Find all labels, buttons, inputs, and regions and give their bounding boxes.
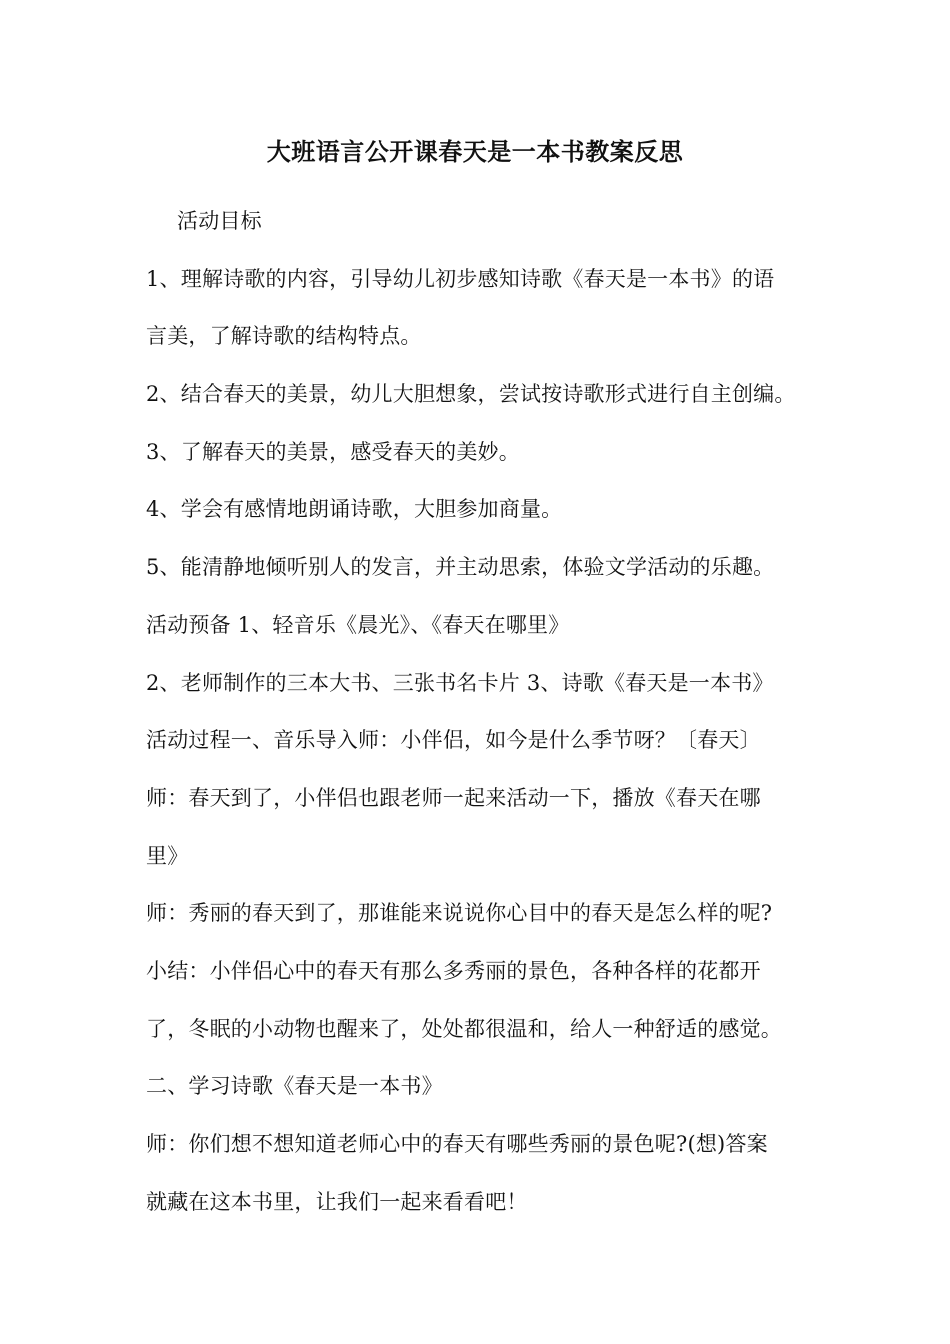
document-title: 大班语言公开课春天是一本书教案反思 <box>266 137 684 166</box>
paragraph-line: 3、了解春天的美景，感受春天的美妙。 <box>146 439 520 464</box>
paragraph-line: 二、学习诗歌《春天是一本书》 <box>146 1074 443 1099</box>
paragraph-line: 5、能清静地倾听别人的发言，并主动思索，体验文学活动的乐趣。 <box>146 555 775 580</box>
paragraph-line: 1、理解诗歌的内容，引导幼儿初步感知诗歌《春天是一本书》的语 <box>146 266 775 291</box>
paragraph-line: 师：春天到了，小伴侣也跟老师一起来活动一下，播放《春天在哪 <box>146 785 761 810</box>
paragraph-line: 师：秀丽的春天到了，那谁能来说说你心目中的春天是怎么样的呢? <box>146 901 773 926</box>
paragraph-line: 2、结合春天的美景，幼儿大胆想象，尝试按诗歌形式进行自主创编。 <box>146 382 796 407</box>
paragraph-line: 2、老师制作的三本大书、三张书名卡片 3、诗歌《春天是一本书》 <box>146 670 774 695</box>
section-heading-activity-goals: 活动目标 <box>177 209 262 233</box>
paragraph-line: 活动过程一、音乐导入师：小伴侣，如今是什么季节呀？〔春天〕 <box>146 728 761 753</box>
paragraph-line: 4、学会有感情地朗诵诗歌，大胆参加商量。 <box>146 497 563 522</box>
paragraph-line: 里》 <box>146 843 189 868</box>
paragraph-line: 言美，了解诗歌的结构特点。 <box>146 324 422 349</box>
document-body <box>146 200 811 1238</box>
paragraph-line: 师：你们想不想知道老师心中的春天有哪些秀丽的景色呢?(想)答案 <box>146 1132 768 1156</box>
paragraph-line: 就藏在这本书里，让我们一起来看看吧！ <box>146 1189 528 1214</box>
paragraph-line: 活动预备 1、轻音乐《晨光》、《春天在哪里》 <box>146 612 570 637</box>
paragraph-line: 了，冬眠的小动物也醒来了，处处都很温和，给人一种舒适的感觉。 <box>146 1016 782 1041</box>
paragraph-line: 小结：小伴侣心中的春天有那么多秀丽的景色，各种各样的花都开 <box>146 958 761 983</box>
